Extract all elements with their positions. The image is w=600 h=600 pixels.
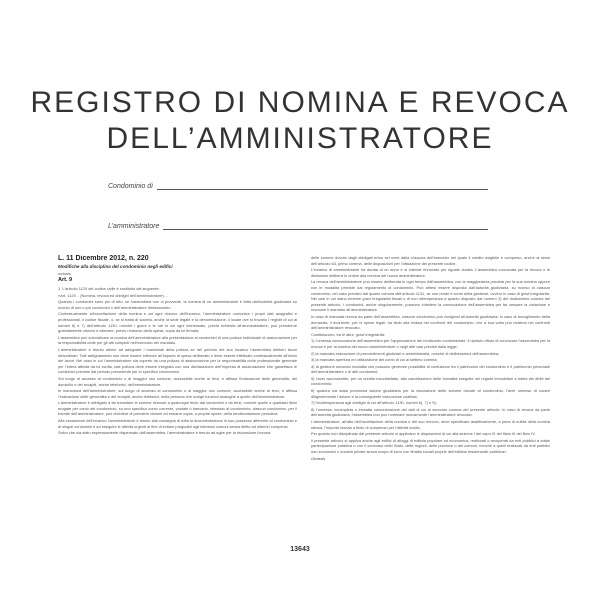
law-paragraph: 4) la gestione secondo modalità che possono generare possibilità di confusione tra il patrimonio del condominio e il patrimonio personale dell’amministratore o di altri condomini; <box>311 363 550 375</box>
law-paragraph: 1. L’articolo 1129 del codice civile è sostituito dal seguente: <box>58 286 160 291</box>
left-paragraphs <box>58 286 297 436</box>
law-paragraph: 5) l’aver acconsentito, per un credito insoddisfatto, alla cancellazione delle formalità eseguite nei registri immobiliari a tutela dei diritti del condominio; <box>311 375 550 387</box>
law-paragraph: L’incarico di amministratore ha durata di un anno e si intende rinnovato per eguale durata. L’assemblea convocata per la revoca o le dimissioni delibera in ordine alla nomina del nuovo amministratore. <box>311 267 550 278</box>
condominio-label: Condominio di <box>108 183 153 190</box>
law-text-left-column <box>58 255 297 535</box>
law-paragraph: Il presente articolo si applica anche agli edifici di alloggi di edilizia popolare ed economica, realizzati o recuperati da enti pubblici a totale partecipazione pubblica o con il concorso dello Stato, delle regioni, delle province o dei comuni, nonché a quelli realizzati da enti pubblici non economici o società private senza scopo di lucro con finalità sociali proprie dell’edilizia residenziale pubblica». <box>311 437 550 454</box>
law-paragraph: Salvo che sia stato espressamente dispensato dall’assemblea, l’amministratore è tenuto ad agire per la riscossione forzosa <box>58 430 271 436</box>
condominio-field[interactable] <box>108 182 488 190</box>
law-paragraph: Alla cessazione dell’incarico l’amministratore è tenuto alla consegna di tutta la documentazione in suo possesso afferente al condominio e ai singoli condomini e ad eseguire le attività urgenti al fine di evitare pregiudizi agli interessi comuni senza diritto ad ulteriori compensi. <box>58 418 297 429</box>
page-number: 13643 <box>290 546 310 553</box>
law-paragraph: 8) l’omessa, incompleta o inesatta comunicazione dei dati di cui al secondo comma del presente articolo. In caso di revoca da parte dell’autorità giudiziaria, l’assemblea non può nominare nuovamente l’amministratore revocato. <box>311 406 550 418</box>
law-paragraph: Contestualmente all’accettazione della nomina e ad ogni rinnovo dell’incarico, l’amministratore comunica i propri dati anagrafici e professionali, il codice fiscale, o, se si tratta di società, anche la sede legale e la denominazione, il locale ove si trovano i registri di cui ai numeri 6) e 7) dell’articolo 1130, nonché i giorni e le ore in cui ogni interessato, previa richiesta all’amministratore, può prenderne gratuitamente visione e ottenere, previo rimborso della spesa, copia da lui firmata. <box>58 311 297 334</box>
article-label: Art. 9 <box>58 277 73 283</box>
register-title-line-1: REGISTRO DI NOMINA E REVOCA <box>30 86 570 119</box>
law-paragraph: «Art. 1129. - (Nomina, revoca ed obblighi dell’amministratore). - <box>58 292 168 298</box>
law-paragraph: In mancanza dell’amministratore, sul luogo di accesso al condominio o di maggior uso comune, accessibile anche ai terzi, è affissa l’indicazione delle generalità e dei recapiti, anche telefonici, della persona che svolge funzioni analoghe a quelle dell’amministratore. <box>58 388 297 399</box>
law-text-right-column <box>311 255 550 535</box>
amministratore-label: L’amministratore <box>108 223 160 230</box>
law-paragraph: 6) qualora sia stata promossa azione giudiziaria per la riscossione delle somme dovute al condominio, l’aver omesso di curare diligentemente l’azione e la conseguente esecuzione coattiva; <box>311 388 550 399</box>
law-paragraph: Quando i condomini sono più di otto, se l’assemblea non vi provvede, la nomina di un amministratore è fatta dall’autorità giudiziaria su ricorso di uno o più condomini o dell’amministratore dimissionario. <box>58 299 297 310</box>
law-paragraph: L’amministratore, all’atto dell’accettazione della nomina e del suo rinnovo, deve specificare analiticamente, a pena di nullità della nomina stessa, l’importo dovuto a titolo di compenso per l’attività svolta. <box>311 419 550 430</box>
right-paragraphs <box>311 255 550 455</box>
law-paragraph: Sul luogo di accesso al condominio o di maggior uso comune, accessibile anche ai terzi, è affissa l’indicazione delle generalità, del domicilio e dei recapiti, anche telefonici, dell’amministratore. <box>58 375 297 387</box>
law-paragraph: delle somme dovute dagli obbligati entro sei mesi dalla chiusura dell’esercizio nel quale il credito esigibile è compreso, anche ai sensi dell’articolo 63, primo comma, delle disposizioni per l’attuazione del presente codice. <box>311 255 550 266</box>
law-paragraph: 1) l’omessa convocazione dell’assemblea per l’approvazione del rendiconto condominiale, il ripetuto rifiuto di convocare l’assemblea per la revoca e per la nomina del nuovo amministratore o negli altri casi previsti dalla legge; <box>311 338 550 349</box>
law-subtitle: Modifiche alla disciplina del condominio negli edifici <box>58 264 173 269</box>
law-text-columns <box>58 255 550 535</box>
law-paragraph: L’amministratore è obbligato a far transitare le somme ricevute a qualunque titolo dai condomini o da terzi, nonché quelle a qualsiasi titolo erogate per conto del condominio, su uno specifico conto corrente, postale o bancario, intestato al condominio; ciascun condomino, per il tramite dell’amministratore, può chiedere di prendere visione ed estrarre copia, a proprie spese, della rendicontazione periodica. <box>58 400 297 417</box>
omissis-end: Omissis <box>311 455 326 461</box>
law-paragraph: La revoca dell’amministratore può essere deliberata in ogni tempo dall’assemblea, con la maggioranza prevista per la sua nomina oppure con le modalità previste dal regolamento di condominio. Può altresì essere disposta dall’autorità giudiziaria, su ricorso di ciascun condomino, nel caso previsto dal quarto comma dell’articolo 1131, se non rende il conto della gestione, ovvero in caso di gravi irregolarità. Nei casi in cui siano emerse gravi irregolarità fiscali o di non ottemperanza a quanto disposto dal numero 3) del dodicesimo comma del presente articolo, i condomini, anche singolarmente, possono chiedere la convocazione dell’assemblea per far cessare la violazione e revocare il mandato all’amministratore. <box>311 279 550 313</box>
law-paragraph: In caso di mancata revoca da parte dell’assemblea, ciascun condomino può rivolgersi all’autorità giudiziaria; in caso di accoglimento della domanda, il ricorrente, per le spese legali, ha titolo alla rivalsa nei confronti del condominio, che a sua volta può rivalersi nei confronti dell’amministratore revocato. <box>311 313 550 331</box>
omissis-top: omissis <box>58 272 71 276</box>
register-title-line-2: DELL’AMMINISTRATORE <box>106 122 494 155</box>
law-paragraph: 3) la mancata apertura ed utilizzazione del conto di cui al settimo comma; <box>311 357 438 363</box>
law-paragraph: Costituiscono, tra le altre, gravi irregolarità: <box>311 331 385 337</box>
law-paragraph: 2) la mancata esecuzione di provvedimenti giudiziari e amministrativi, nonché di deliberazioni dell’assemblea; <box>311 350 500 356</box>
condominio-underline[interactable] <box>157 182 488 190</box>
amministratore-field[interactable] <box>108 222 488 230</box>
law-paragraph: Per quanto non disciplinato dal presente articolo si applicano le disposizioni di cui alla sezione I del capo IX del titolo III del libro IV. <box>311 431 536 437</box>
law-paragraph: L’amministratore è tenuto altresì ad adeguare i massimali della polizza se nel periodo del suo incarico l’assemblea deliberi lavori straordinari. Tale adeguamento non deve essere inferiore all’importo di spesa deliberato e deve essere effettuato contestualmente all’inizio dei lavori. Nel caso in cui l’amministratore sia coperto da una polizza di assicurazione per la responsabilità civile professionale generale per l’intera attività da lui svolta, tale polizza deve essere integrata con una dichiarazione dell’impresa di assicurazione che garantisca le condizioni previste dal periodo precedente per lo specifico condominio. <box>58 346 297 375</box>
law-paragraph: 7) l’inottemperanza agli obblighi di cui all’articolo 1130, numeri 6), 7) e 9); <box>311 400 437 406</box>
law-heading: L. 11 Dicembre 2012, n. 220 <box>58 255 149 262</box>
law-paragraph: L’assemblea può subordinare la nomina dell’amministratore alla presentazione ai condomini di una polizza individuale di assicurazione per la responsabilità civile per gli atti compiuti nell’esercizio del mandato. <box>58 334 297 346</box>
amministratore-underline[interactable] <box>163 222 488 230</box>
